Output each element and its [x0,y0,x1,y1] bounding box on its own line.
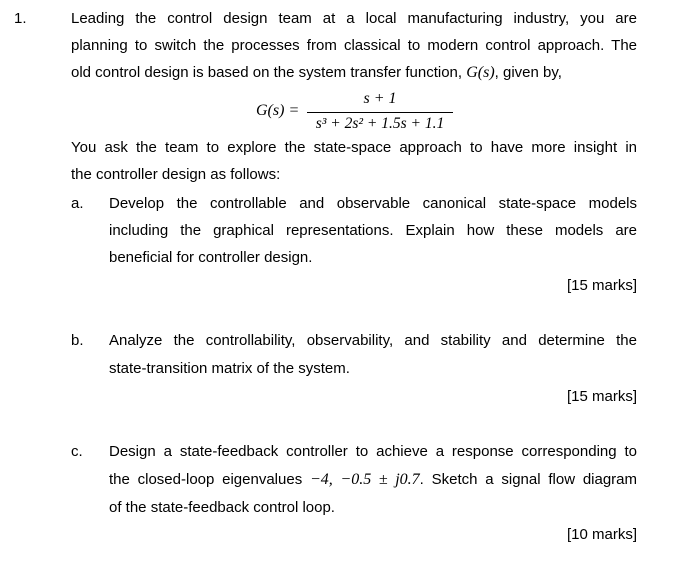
question-number: 1. [14,10,27,27]
intro-line-3-suffix: , given by, [494,64,562,81]
intro-line-1: Leading the control design team at a local manufacturing industry, you are [71,10,637,27]
fraction-bar [307,112,453,113]
part-b-label: b. [71,332,84,349]
equation-lhs: G(s) = [256,102,300,119]
part-c-line-2-suffix: . Sketch a signal flow diagram [419,471,638,488]
followup-line-2: the controller design as follows: [71,166,281,183]
intro-line-3-prefix: old control design is based on the system transfer function, [71,64,463,81]
intro-line-3 [71,59,637,86]
part-b-line-2: state-transition matrix of the system. [109,360,350,377]
part-b-line-1: Analyze the controllability, observability, and stability and determine the [109,332,637,349]
part-c-marks: [10 marks] [566,526,637,543]
part-a-label: a. [71,195,84,212]
intro-line-2: planning to switch the processes from classical to modern control approach. The [71,37,637,54]
transfer-function-equation [0,88,681,136]
equation-numerator: s + 1 [363,90,397,107]
equation-denominator: s³ + 2s² + 1.5s + 1.1 [315,115,445,132]
eigenvalues: −4, −0.5 ± j0.7 [310,471,420,488]
part-a-marks: [15 marks] [566,277,637,294]
part-c-line-1: Design a state-feedback controller to achieve a response corresponding to [109,443,637,460]
transfer-function-symbol: G(s) [466,64,495,81]
part-c-line-3: of the state-feedback control loop. [109,499,335,516]
part-c-label: c. [71,443,83,460]
part-a-line-2: including the graphical representations. Explain how these models are [109,222,637,239]
followup-line-1: You ask the team to explore the state-space approach to have more insight in [71,139,637,156]
part-c-line-2 [109,466,637,493]
part-c-line-2-prefix: the closed-loop eigenvalues [109,471,303,488]
part-a-line-3: beneficial for controller design. [109,249,313,266]
part-b-marks: [15 marks] [566,388,637,405]
part-a-line-1: Develop the controllable and observable canonical state-space models [109,195,637,212]
